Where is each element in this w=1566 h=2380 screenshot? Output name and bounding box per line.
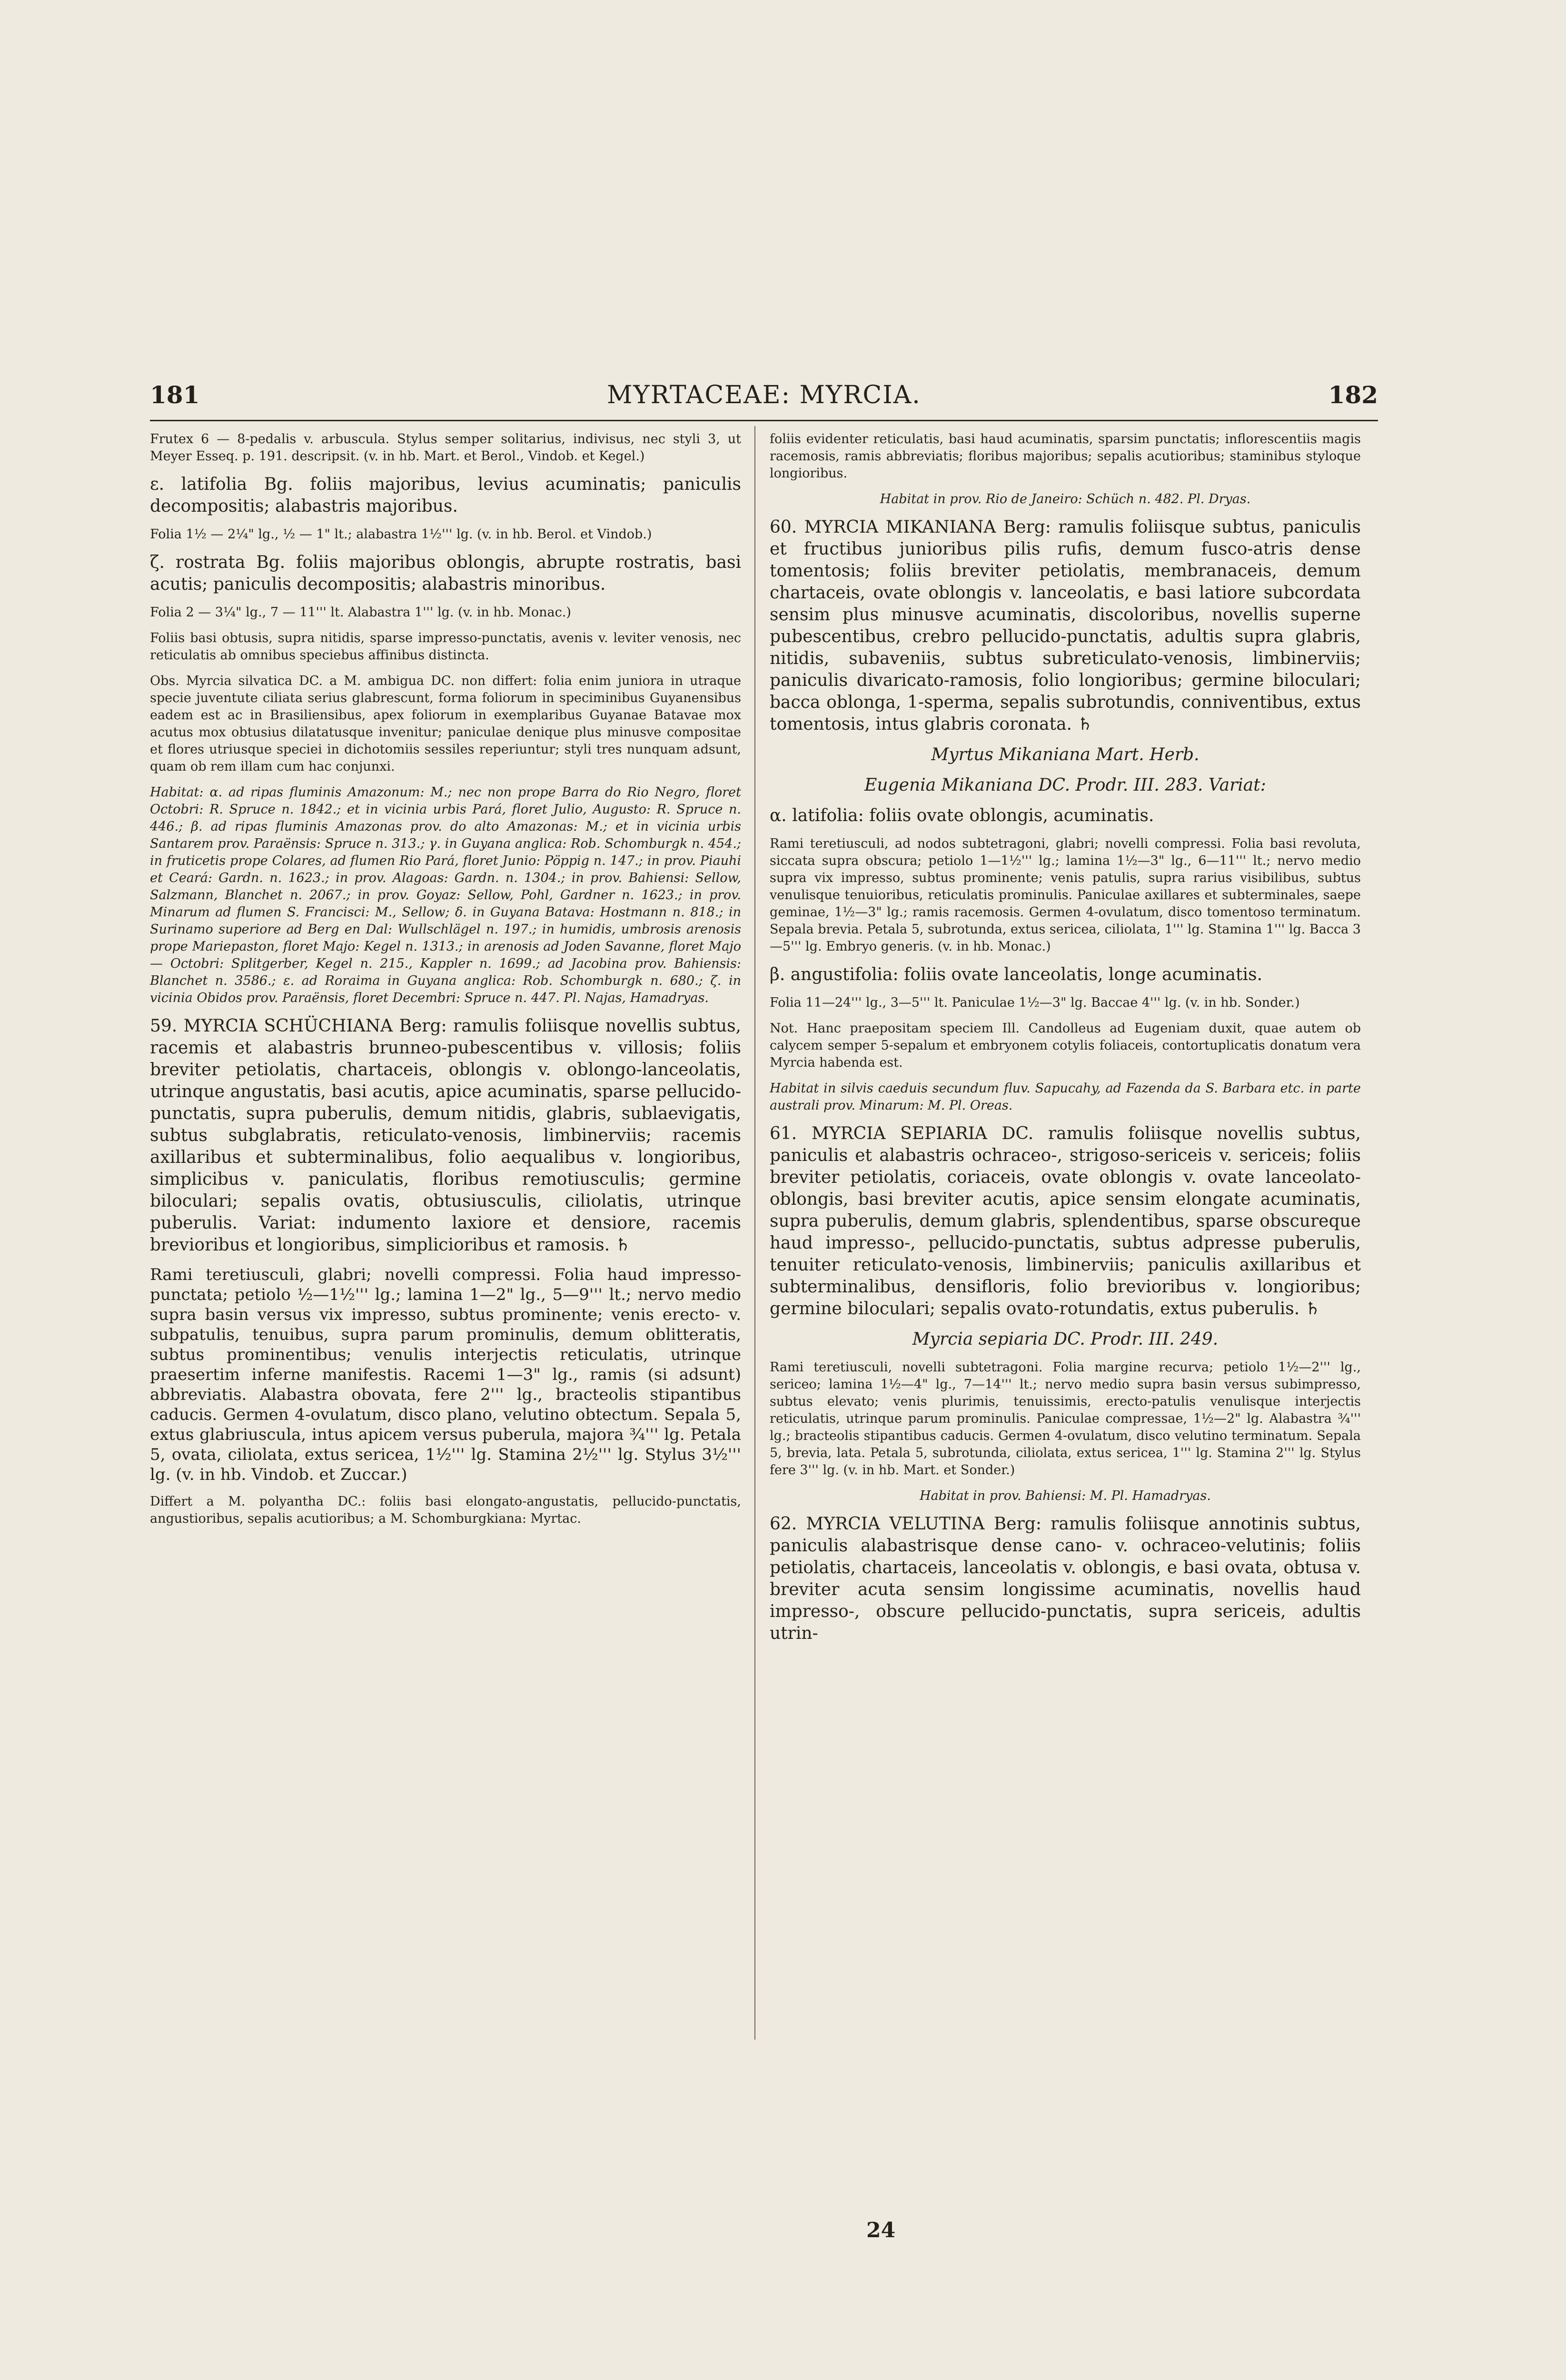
right-paragraph: Folia 11—24''' lg., 3—5''' lt. Paniculae 1½—3" lg. Baccae 4''' lg. (v. in hb. Sonder.): [770, 995, 1300, 1010]
left-paragraph: ζ. rostrata Bg. foliis majoribus oblongis, abrupte rostratis, basi acutis; paniculis decompositis; alabastris minoribus.: [150, 553, 741, 594]
left-paragraph: ε. latifolia Bg. foliis majoribus, levius acuminatis; paniculis decompositis; alabastris majoribus.: [150, 475, 741, 516]
signature-mark: 24: [866, 2218, 896, 2242]
right-paragraph: Rami teretiusculi, ad nodos subtetragoni, glabri; novelli compressi. Folia basi revoluta, siccata supra obscura; petiolo 1—1½''' lg.; lamina 1½—3" lg., 6—11''' lt.; nervo medio supra vix impresso, subtus prominente; venis patulis, supra rarius visibilibus, subtus venulisque tenuioribus, reticulatis prominulis. Paniculae axillares et subterminales, saepe geminae, 1½—3" lg.; ramis racemosis. Germen 4-ovulatum, disco tomentoso terminatum. Sepala brevia. Petala 5, subrotunda, extus sericea, ciliolata, 1''' lg. Stamina 1''' lg. Bacca 3—5''' lg. Embryo generis. (v. in hb. Monac.): [770, 836, 1361, 954]
right-paragraph: Not. Hanc praepositam speciem Ill. Candolleus ad Eugeniam duxit, quae autem ob calycem semper 5-sepalum et embryonem cotylis foliaceis, contortuplicatis donatum vera Myrcia habenda est.: [770, 1021, 1361, 1070]
left-paragraph: Habitat: α. ad ripas fluminis Amazonum: M.; nec non prope Barra do Rio Negro, floret Octobri: R. Spruce n. 1842.; et in vicinia urbis Pará, floret Julio, Augusto: R. Spruce n. 446.; β. ad ripas fluminis Amazonas prov. do alto Amazonas: M.; et in vicinia urbis Santarem prov. Paraënsis: Spruce n. 313.; γ. in Guyana anglica: Rob. Schomburgk n. 454.; in fruticetis prope Colares, ad flumen Rio Pará, floret Junio: Pöppig n. 147.; in prov. Piauhi et Ceará: Gardn. n. 1623.; in prov. Alagoas: Gardn. n. 1304.; in prov. Bahiensi: Sellow, Salzmann, Blanchet n. 2067.; in prov. Goyaz: Sellow, Pohl, Gardner n. 1623.; in prov. Minarum ad flumen S. Francisci: M., Sellow; δ. in Guyana Batava: Hostmann n. 818.; in Surinamo superiore ad Berg en Dal: Wullschlägel n. 197.; in humidis, umbrosis arenosis prope Mariepaston, floret Majo: Kegel n. 1313.; in arenosis ad Joden Savanne, floret Majo — Octobri: Splitgerber, Kegel n. 215., Kappler n. 1699.; ad Jacobina prov. Bahiensis: Blanchet n. 3586.; ε. ad Roraima in Guyana anglica: Rob. Schomburgk n. 680.; ζ. in vicinia Obidos prov. Paraënsis, floret Decembri: Spruce n. 447. Pl. Najas, Hamadryas.: [150, 785, 741, 1005]
right-column: [770, 431, 1361, 1653]
right-paragraph: α. latifolia: foliis ovate oblongis, acuminatis.: [770, 806, 1154, 825]
right-paragraph: Eugenia Mikaniana DC. Prodr. III. 283. Variat:: [864, 775, 1266, 795]
right-paragraph: 62. MYRCIA VELUTINA Berg: ramulis foliisque annotinis subtus, paniculis alabastrisque dense cano- v. ochraceo-velutinis; foliis petiolatis, chartaceis, lanceolatis v. oblongis, e basi ovata, obtusa v. breviter acuta sensim longissime acuminatis, novellis haud impresso-, obscure pellucido-punctatis, supra sericeis, adultis utrin-: [770, 1514, 1361, 1643]
right-paragraph: Habitat in silvis caeduis secundum fluv. Sapucahy, ad Fazenda da S. Barbara etc. in parte australi prov. Minarum: M. Pl. Oreas.: [770, 1081, 1361, 1113]
right-paragraph: β. angustifolia: foliis ovate lanceolatis, longe acuminatis.: [770, 965, 1263, 984]
right-paragraph: Myrcia sepiaria DC. Prodr. III. 249.: [912, 1329, 1219, 1349]
right-paragraph: Rami teretiusculi, novelli subtetragoni. Folia margine recurva; petiolo 1½—2''' lg., sericeo; lamina 1½—4" lg., 7—14''' lt.; nervo medio supra basin versus subimpresso, subtus elevato; venis plurimis, tenuissimis, erecto-patulis venulisque interjectis reticulatis, utrinque parum prominulis. Paniculae compressae, 1½—2" lg. Alabastra ¾''' lg.; bracteolis stipantibus caducis. Germen 4-ovulatum, disco velutino terminatum. Sepala 5, brevia, lata. Petala 5, subrotunda, ciliolata, extus sericea, 1''' lg. Stamina 2''' lg. Stylus fere 3''' lg. (v. in hb. Mart. et Sonder.): [770, 1360, 1361, 1478]
column-divider: [754, 426, 755, 2040]
header-rule: [150, 420, 1378, 421]
left-paragraph: Folia 1½ — 2¼" lg., ½ — 1" lt.; alabastra 1½''' lg. (v. in hb. Berol. et Vindob.): [150, 527, 652, 542]
right-paragraph: Habitat in prov. Rio de Janeiro: Schüch n. 482. Pl. Dryas.: [880, 492, 1251, 506]
right-paragraph: foliis evidenter reticulatis, basi haud acuminatis, sparsim punctatis; inflorescentiis magis racemosis, ramis abbreviatis; floribus majoribus; sepalis acutioribus; staminibus styloque longioribus.: [770, 432, 1361, 481]
right-paragraph: 60. MYRCIA MIKANIANA Berg: ramulis foliisque subtus, paniculis et fructibus junioribus pilis rufis, demum fusco-atris dense tomentosis; foliis breviter petiolatis, membranaceis, demum chartaceis, ovate oblongis v. lanceolatis, e basi latiore subcordata sensim plus minusve acuminatis, discoloribus, novellis superne pubescentibus, crebro pellucido-punctatis, adultis supra glabris, nitidis, subaveniis, subtus subreticulato-venosis, limbinerviis; paniculis divaricato-ramosis, folio longioribus; germine biloculari; bacca oblonga, 1-sperma, sepalis subrotundis, conniventibus, extus tomentosis, intus glabris coronata. ♄: [770, 517, 1361, 734]
left-paragraph: Foliis basi obtusis, supra nitidis, sparse impresso-punctatis, avenis v. leviter venosis, nec reticulatis ab omnibus speciebus affinibus distincta.: [150, 631, 741, 663]
page-header: [150, 381, 1378, 419]
left-paragraph: Folia 2 — 3¼" lg., 7 — 11''' lt. Alabastra 1''' lg. (v. in hb. Monac.): [150, 605, 571, 620]
running-title: MYRTACEAE: MYRCIA.: [607, 381, 921, 409]
page-number-left: 181: [150, 381, 200, 409]
left-paragraph: 59. MYRCIA SCHÜCHIANA Berg: ramulis foliisque novellis subtus, racemis et alabastris brunneo-pubescentibus v. villosis; foliis breviter petiolatis, chartaceis, oblongis v. oblongo-lanceolatis, utrinque angustatis, basi acutis, apice acuminatis, sparse pellucido-punctatis, supra puberulis, demum nitidis, glabris, sublaevigatis, subtus subglabratis, reticulato-venosis, limbinerviis; racemis axillaribus et subterminalibus, folio aequalibus v. longioribus, simplicibus v. paniculatis, floribus remotiusculis; germine biloculari; sepalis ovatis, obtusiusculis, ciliolatis, utrinque puberulis. Variat: indumento laxiore et densiore, racemis brevioribus et longioribus, simplicioribus et ramosis. ♄: [150, 1016, 741, 1255]
left-paragraph: Rami teretiusculi, glabri; novelli compressi. Folia haud impresso-punctata; petiolo ½—1½''' lg.; lamina 1—2" lg., 5—9''' lt.; nervo medio supra basin versus vix impresso, subtus prominente; venis erecto- v. subpatulis, tenuibus, supra parum prominulis, demum oblitteratis, subtus prominentibus; venulis interjectis reticulatis, utrinque praesertim inferne manifestis. Racemi 1—3" lg., ramis (si adsunt) abbreviatis. Alabastra obovata, fere 2''' lg., bracteolis stipantibus caducis. Germen 4-ovulatum, disco plano, velutino obtectum. Sepala 5, extus glabriuscula, intus apicem versus puberula, majora ¾''' lg. Petala 5, ovata, ciliolata, extus sericea, 1½''' lg. Stamina 2½''' lg. Stylus 3½''' lg. (v. in hb. Vindob. et Zuccar.): [150, 1265, 741, 1484]
right-paragraph: Myrtus Mikaniana Mart. Herb.: [931, 745, 1199, 764]
left-paragraph: Obs. Myrcia silvatica DC. a M. ambigua DC. non differt: folia enim juniora in utraque specie juventute ciliata serius glabrescunt, forma foliorum in speciminibus Guyanensibus eadem est ac in Brasiliensibus, apex foliorum in exemplaribus Guyanae Batavae mox acutus mox obtusius dilatatusque invenitur; paniculae denique plus minusve compositae et flores utriusque speciei in dichotomiis sessiles reperiuntur; styli tres nunquam adsunt, quam ob rem illam cum hac conjunxi.: [150, 674, 741, 774]
left-column: [150, 431, 741, 1536]
left-paragraph: Differt a M. polyantha DC.: foliis basi elongato-angustatis, pellucido-punctatis, angustioribus, sepalis acutioribus; a M. Schomburgkiana: Myrtac.: [150, 1494, 741, 1526]
right-paragraph: Habitat in prov. Bahiensi: M. Pl. Hamadryas.: [920, 1488, 1211, 1503]
right-paragraph: 61. MYRCIA SEPIARIA DC. ramulis foliisque novellis subtus, paniculis et alabastris ochraceo-, strigoso-sericeis v. sericeis; foliis breviter petiolatis, coriaceis, ovate oblongis v. ovate lanceolato-oblongis, basi breviter acutis, apice sensim elongate acuminatis, supra puberulis, demum glabris, splendentibus, sparse obscureque haud impresso-, pellucido-punctatis, subtus adpresse puberulis, tenuiter reticulato-venosis, limbinerviis; paniculis axillaribus et subterminalibus, densifloris, folio brevioribus v. longioribus; germine biloculari; sepalis ovato-rotundatis, extus puberulis. ♄: [770, 1124, 1361, 1319]
left-paragraph: Frutex 6 — 8-pedalis v. arbuscula. Stylus semper solitarius, indivisus, nec styli 3, ut Meyer Esseq. p. 191. descripsit. (v. in hb. Mart. et Berol., Vindob. et Kegel.): [150, 432, 741, 464]
page-number-right: 182: [1328, 381, 1378, 409]
